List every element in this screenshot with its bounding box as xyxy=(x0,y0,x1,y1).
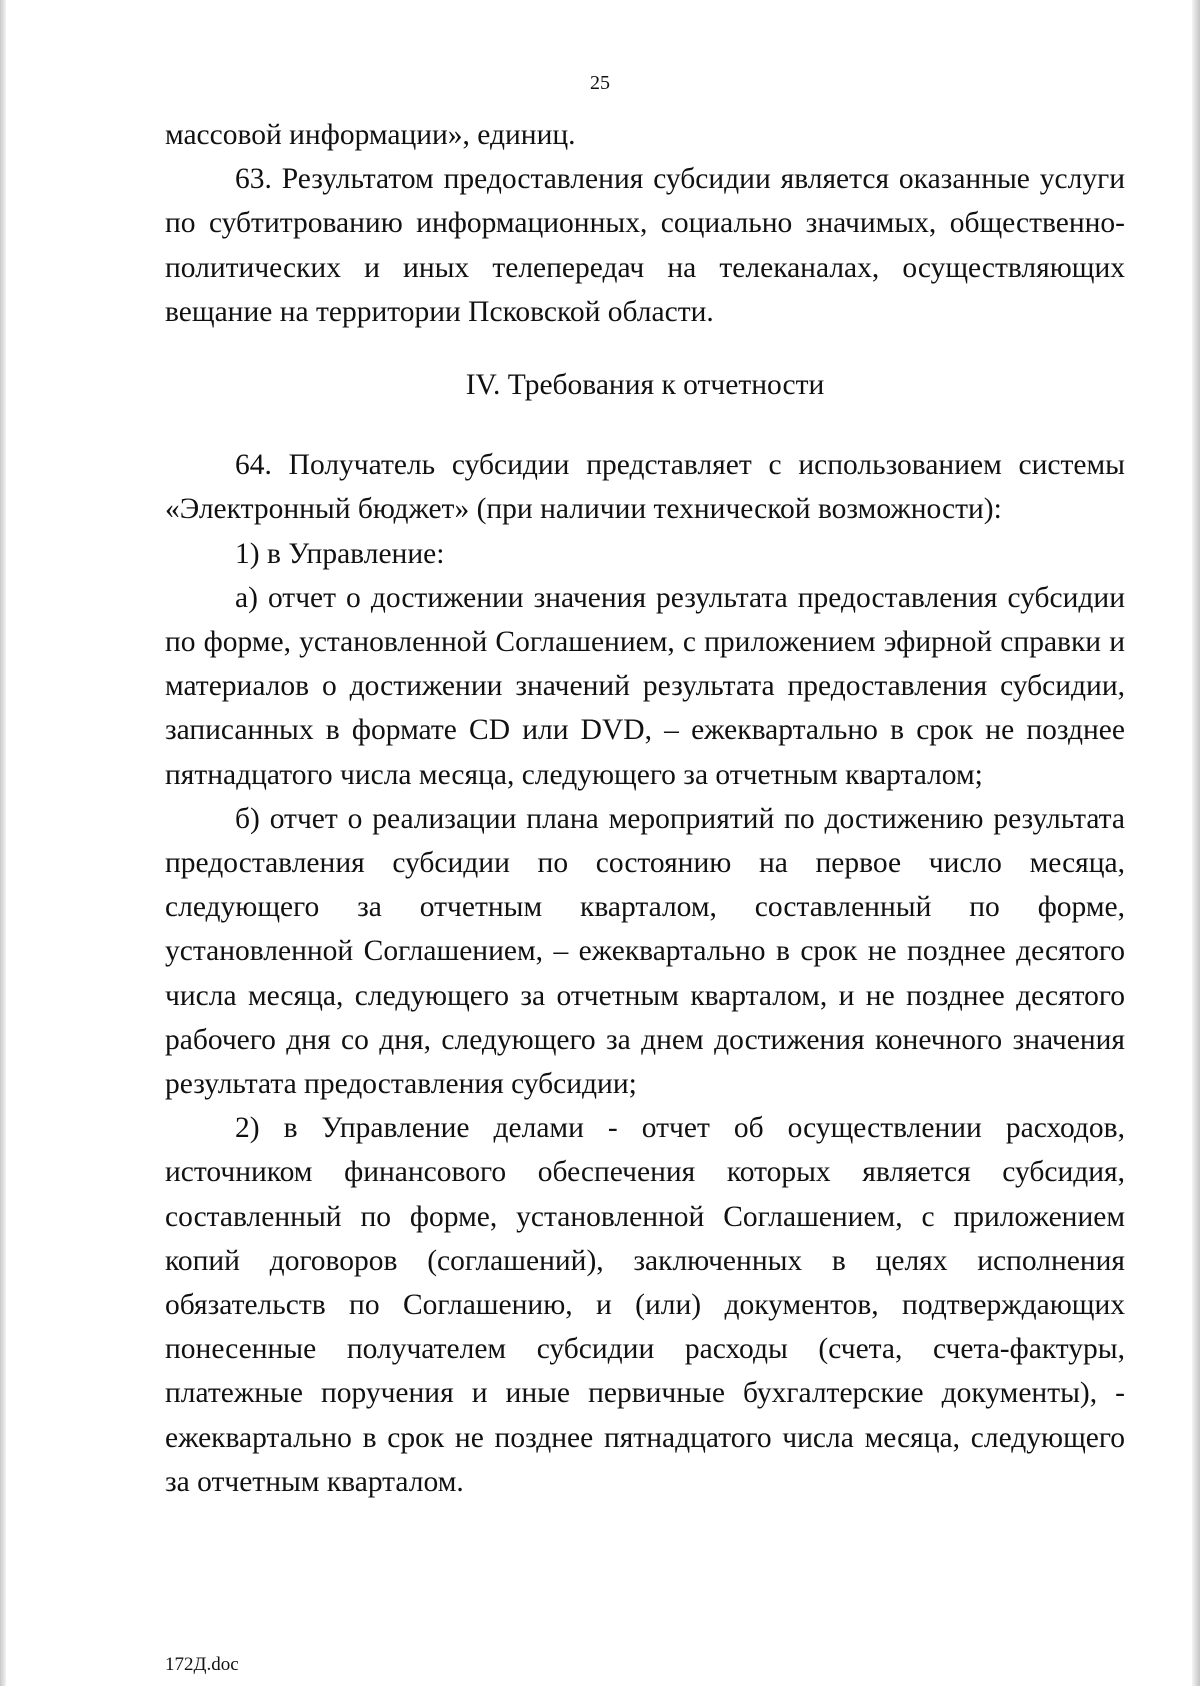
document-body xyxy=(165,113,1125,1504)
paragraph-64: 64. Получатель субсидии представляет с использованием системы «Электронный бюджет» (при наличии технической возможности): xyxy=(165,449,1125,526)
section-heading: IV. Требования к отчетности xyxy=(465,369,825,402)
paragraph-63: 63. Результатом предоставления субсидии является оказанные услуги по субтитрованию информационных, социально значимых, общественно-политических и иных телепередач на телеканалах, осуществляющих вещание на территории Псковской области. xyxy=(165,163,1125,328)
scan-edge-left xyxy=(0,0,6,1686)
paragraph-64-item-1a: а) отчет о достижении значения результата предоставления субсидии по форме, установленной Соглашением, с приложением эфирной справки и материалов о достижении значений результата предоставления субсидии, записанных в формате CD или DVD, – ежеквартально в срок не позднее пятнадцатого числа месяца, следующего за отчетным кварталом; xyxy=(165,581,1125,791)
paragraph-64-item-1: 1) в Управление: xyxy=(235,537,445,570)
footer-filename: 172Д.doc xyxy=(165,1654,239,1675)
paragraph-64-item-1b: б) отчет о реализации плана мероприятий по достижению результата предоставления субсидии по состоянию на первое число месяца, следующего за отчетным кварталом, составленный по форме, установленной Соглашением, – ежеквартально в срок не позднее десятого числа месяца, следующего за отчетным кварталом, и не позднее десятого рабочего дня со дня, следующего за днем достижения конечного значения результата предоставления субсидии; xyxy=(165,802,1125,1101)
scan-edge-right xyxy=(1192,0,1200,1686)
continuation-line: массовой информации», единиц. xyxy=(165,119,576,151)
page-number: 25 xyxy=(590,72,610,94)
paragraph-64-item-2: 2) в Управление делами - отчет об осуществлении расходов, источником финансового обеспечения которых является субсидия, составленный по форме, установленной Соглашением, с приложением копий договоров (соглашений), заключенных в целях исполнения обязательств по Соглашению, и (или) документов, подтверждающих понесенные получателем субсидии расходы (счета, счета-фактуры, платежные поручения и иные первичные бухгалтерские документы), - ежеквартально в срок не позднее пятнадцатого числа месяца, следующего за отчетным кварталом. xyxy=(165,1112,1125,1498)
